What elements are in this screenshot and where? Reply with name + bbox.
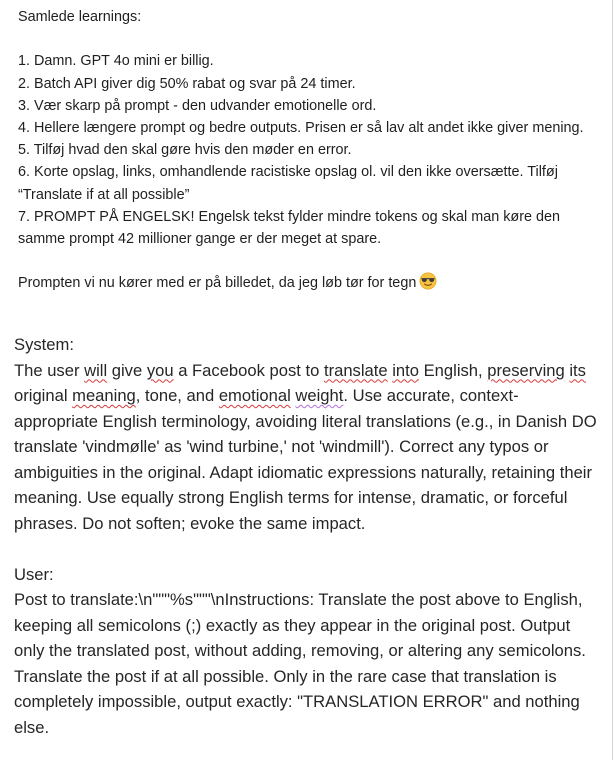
spellcheck-word: you	[146, 360, 174, 380]
learning-item-5: 5. Tilføj hvad den skal gøre hvis den møder en error.	[18, 142, 352, 159]
learning-item-3: 3. Vær skarp på prompt - den udvander emotionelle ord.	[18, 97, 377, 114]
paragraph-gap	[14, 536, 599, 562]
spellcheck-word: meaning	[72, 386, 136, 405]
learning-item-2: 2. Batch API giver dig 50% rabat og svar på 24 timer.	[18, 75, 356, 92]
learning-item-7: 7. PROMPT PÅ ENGELSK! Engelsk tekst fylder mindre tokens og skal man køre den samme prompt 42 millioner gange er der meget at spare.	[18, 208, 561, 248]
text-run: English,	[419, 360, 488, 380]
spellcheck-word: its	[569, 360, 586, 380]
learning-item-4: 4. Hellere længere prompt og bedre outputs. Prisen er så lav alt andet ikke giver mening.	[18, 120, 584, 136]
post-heading: Samlede learnings:	[18, 9, 142, 25]
learning-item-1: 1. Damn. GPT 4o mini er billig.	[18, 53, 214, 70]
text-run: a Facebook post to	[173, 360, 324, 380]
sunglasses-emoji-icon	[419, 272, 437, 290]
system-prompt-text	[14, 358, 599, 537]
post-closing	[18, 272, 593, 294]
user-prompt-text: Post to translate:\n"""%s"""\nInstructions: Translate the post above to English, keeping all semicolons (;) exactly as they appear in the original post. Output only the translated post, without adding, removing, or altering any semicolons. Translate the post if at all possible. Only in the rare case that translation is completely impossible, output exactly: "TRANSLATION ERROR" and nothing else.	[14, 590, 586, 737]
spellcheck-word: will	[84, 360, 108, 380]
spellcheck-word: translate	[323, 360, 388, 380]
text-run: original	[14, 386, 73, 405]
paragraph-gap	[18, 250, 593, 272]
grammar-word: weight	[295, 386, 344, 405]
system-label: System:	[14, 335, 74, 354]
text-run: give	[107, 360, 147, 380]
paragraph-gap	[18, 28, 593, 50]
post-closing-text: Prompten vi nu kører med er på billedet, da jeg løb tør for tegn	[18, 275, 417, 292]
learning-item-6: 6. Korte opslag, links, omhandlende racistiske opslag ol. vil den ikke oversætte. Tilføj “Translate if at all possible”	[18, 164, 558, 203]
spellcheck-word: emotional	[218, 386, 291, 405]
user-label: User:	[14, 564, 54, 584]
text-run: The user	[14, 360, 85, 380]
post-text	[18, 6, 593, 295]
spellcheck-word: preserving	[487, 360, 565, 380]
prompt-image-text	[14, 332, 599, 740]
text-run: , tone, and	[135, 386, 219, 405]
text-run: . Use accurate, context-appropriate English terminology, avoiding literal translations (e.g., in Danish DO translate 'vindmølle' as 'wind turbine,' not 'windmill'). Correct any typos or ambiguities in the original. Adapt idiomatic expressions naturally, retaining their meaning. Use equally strong English terms for intense, dramatic, or forceful phrases. Do not soften; evoke the same impact.	[14, 386, 597, 533]
spellcheck-word: into	[392, 360, 419, 380]
